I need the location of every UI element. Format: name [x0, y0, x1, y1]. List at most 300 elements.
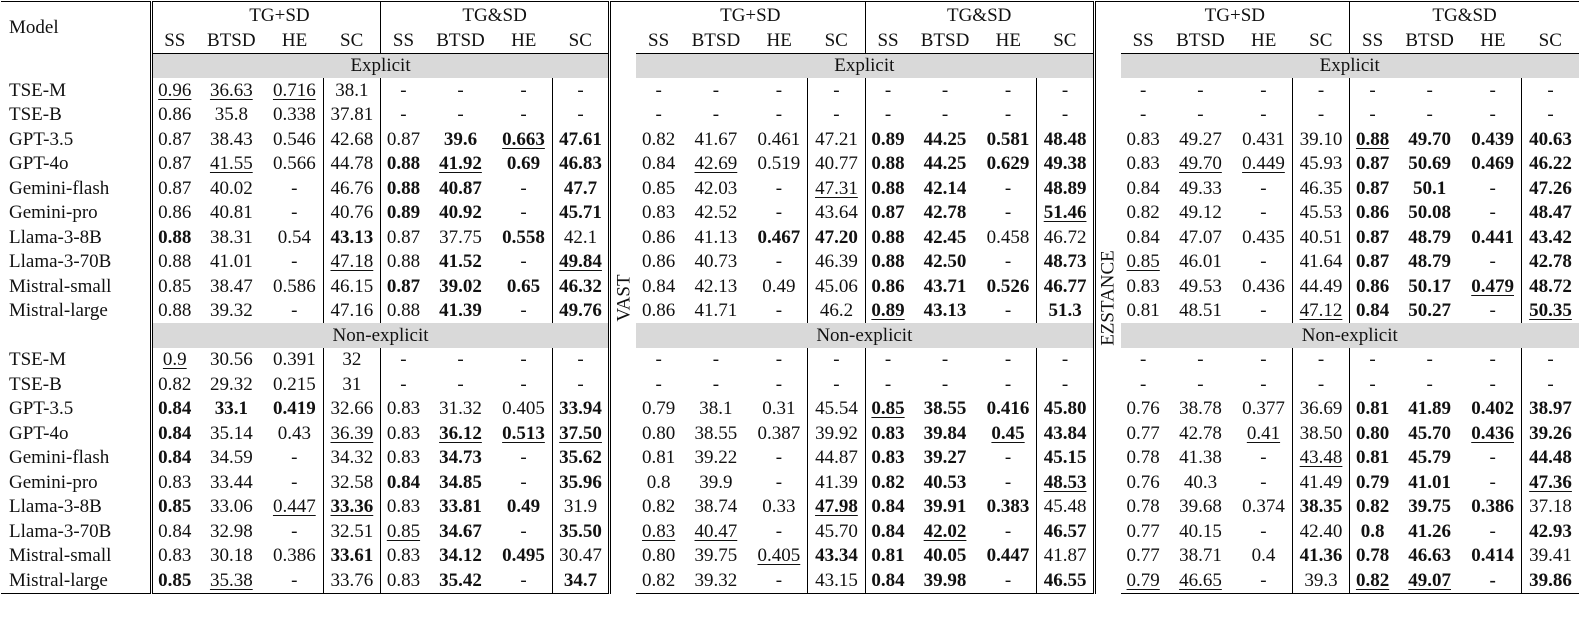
table-cell — [865, 103, 910, 128]
table-cell — [197, 201, 266, 226]
cell-value: 0.78 — [1355, 545, 1390, 567]
cell-value: - — [1426, 349, 1433, 371]
cell-value: 0.414 — [1471, 545, 1514, 567]
table-cell — [151, 103, 196, 128]
cell-value: 0.495 — [502, 545, 545, 567]
cell-value: 47.98 — [815, 496, 858, 518]
cell-value: - — [712, 79, 720, 101]
cell-value: 0.84 — [158, 398, 192, 420]
cell-value: 51.3 — [1048, 300, 1082, 322]
table-cell — [1522, 519, 1580, 544]
table-cell — [1464, 250, 1521, 275]
cell-value: 47.26 — [1529, 177, 1572, 199]
table-cell — [381, 495, 426, 520]
table-cell — [1292, 152, 1349, 177]
cell-value: 39.68 — [1179, 496, 1222, 518]
cell-value: 35.62 — [559, 447, 602, 469]
table-cell — [552, 372, 609, 397]
cell-value: 32.51 — [330, 520, 374, 542]
cell-value: - — [1197, 349, 1204, 371]
table-cell — [1522, 152, 1580, 177]
table-cell — [1037, 397, 1094, 422]
cell-value: - — [1489, 104, 1496, 126]
table-cell — [1522, 544, 1580, 569]
cell-value: 46.55 — [1043, 569, 1087, 591]
table-cell — [495, 250, 552, 275]
table-cell — [1235, 299, 1292, 324]
table-cell — [1395, 544, 1464, 569]
table-cell — [1235, 225, 1292, 250]
cell-value: 50.17 — [1408, 275, 1451, 297]
table-cell — [323, 470, 380, 495]
table-cell — [751, 103, 808, 128]
group-header: TG+SD — [636, 2, 865, 29]
table-cell — [1166, 78, 1235, 103]
cell-value: 0.88 — [871, 177, 905, 199]
cell-value: 0.79 — [1126, 569, 1160, 591]
table-cell — [1037, 201, 1094, 226]
cell-value: 46.39 — [815, 251, 858, 273]
model-name: Llama-3-8B — [9, 226, 102, 248]
cell-value: 0.31 — [762, 398, 796, 420]
cell-value: - — [775, 373, 783, 395]
cell-value: 46.72 — [1043, 226, 1087, 248]
table-cell — [1292, 127, 1349, 152]
table-row — [1, 201, 1579, 226]
table-cell — [1121, 127, 1166, 152]
table-cell — [636, 78, 681, 103]
table-cell — [1464, 397, 1521, 422]
cell-value: 42.40 — [1299, 520, 1343, 542]
cell-value: 0.88 — [386, 251, 421, 273]
cell-value: 39.22 — [694, 447, 738, 469]
cell-value: 46.83 — [559, 153, 602, 175]
table-cell — [751, 495, 808, 520]
cell-value: 39.27 — [923, 447, 967, 469]
cell-value: 41.87 — [1043, 545, 1087, 567]
cell-value: 38.35 — [1299, 496, 1343, 518]
cell-value: 49.53 — [1179, 275, 1222, 297]
table-cell — [552, 421, 609, 446]
table-cell — [980, 127, 1037, 152]
table-cell — [151, 225, 196, 250]
cell-value: 44.25 — [923, 128, 967, 150]
table-cell — [1166, 152, 1235, 177]
table-cell — [197, 421, 266, 446]
table-cell — [910, 201, 979, 226]
cell-value: 0.80 — [641, 422, 676, 444]
cell-value: - — [1140, 104, 1147, 126]
table-cell — [381, 78, 426, 103]
table-cell — [980, 176, 1037, 201]
table-cell — [751, 176, 808, 201]
table-cell — [323, 225, 380, 250]
dataset-label-ezstance — [1094, 2, 1120, 594]
table-cell — [865, 127, 910, 152]
table-cell — [266, 152, 323, 177]
table-cell — [751, 78, 808, 103]
table-cell — [1121, 348, 1166, 373]
cell-value: 0.87 — [158, 128, 192, 150]
cell-value: 30.18 — [209, 545, 253, 567]
table-cell — [1350, 78, 1395, 103]
model-name: Mistral-large — [1, 568, 151, 593]
model-name: Gemini-flash — [9, 447, 110, 469]
cell-value: - — [775, 520, 783, 542]
table-cell — [426, 519, 495, 544]
cell-value: - — [775, 471, 783, 493]
table-cell — [1350, 544, 1395, 569]
table-cell — [751, 250, 808, 275]
table-cell — [197, 78, 266, 103]
cell-value: - — [1489, 251, 1496, 273]
table-cell — [151, 446, 196, 471]
metric-header: SC — [1292, 28, 1349, 53]
cell-value: 0.9 — [162, 349, 187, 371]
table-cell — [1395, 299, 1464, 324]
model-name: Gemini-flash — [9, 177, 110, 199]
table-cell — [808, 103, 865, 128]
cell-value: 0.479 — [1471, 275, 1514, 297]
cell-value: 49.27 — [1179, 128, 1222, 150]
cell-value: 46.65 — [1179, 569, 1222, 591]
table-cell — [266, 225, 323, 250]
table-cell — [151, 421, 196, 446]
cell-value: 0.83 — [386, 422, 421, 444]
cell-value: - — [291, 202, 298, 224]
table-cell — [495, 299, 552, 324]
cell-value: - — [400, 373, 407, 395]
table-cell — [808, 397, 865, 422]
cell-value: 0.405 — [502, 398, 545, 420]
table-cell — [751, 470, 808, 495]
cell-value: 46.77 — [1043, 275, 1087, 297]
model-name: TSE-B — [9, 104, 62, 126]
cell-value: 47.07 — [1179, 226, 1222, 248]
model-name: Mistral-small — [9, 545, 112, 567]
table-cell — [808, 372, 865, 397]
cell-value: 0.83 — [386, 496, 421, 518]
cell-value: 37.75 — [439, 226, 482, 248]
cell-value: 42.52 — [694, 202, 738, 224]
cell-value: 39.6 — [443, 128, 478, 150]
table-cell — [1350, 103, 1395, 128]
cell-value: 0.716 — [272, 79, 316, 101]
model-name: Llama-3-70B — [9, 520, 112, 542]
table-cell — [1121, 568, 1166, 593]
table-cell — [266, 127, 323, 152]
cell-value: 0.377 — [1242, 398, 1285, 420]
metric-header: SC — [323, 28, 380, 53]
table-cell — [197, 103, 266, 128]
table-cell — [910, 176, 979, 201]
table-cell — [495, 152, 552, 177]
cell-value: 0.4 — [1251, 545, 1276, 567]
cell-value: 0.83 — [158, 545, 192, 567]
table-row — [1, 250, 1579, 275]
table-cell — [681, 446, 750, 471]
table-cell — [381, 103, 426, 128]
cell-value: 51.46 — [1043, 202, 1087, 224]
table-cell — [980, 446, 1037, 471]
table-cell — [1350, 397, 1395, 422]
table-cell — [426, 397, 495, 422]
cell-value: - — [1489, 569, 1496, 591]
table-cell — [426, 103, 495, 128]
table-cell — [1121, 470, 1166, 495]
table-cell — [1464, 201, 1521, 226]
table-cell — [1037, 544, 1094, 569]
cell-value: 0.447 — [986, 545, 1030, 567]
table-cell — [552, 225, 609, 250]
cell-value: 47.18 — [330, 251, 374, 273]
table-cell — [151, 519, 196, 544]
table-cell — [865, 152, 910, 177]
table-cell — [266, 421, 323, 446]
table-cell — [426, 446, 495, 471]
cell-value: 0.416 — [986, 398, 1030, 420]
table-cell — [197, 446, 266, 471]
table-cell — [1395, 103, 1464, 128]
cell-value: 49.33 — [1179, 177, 1222, 199]
cell-value: 31.32 — [439, 398, 482, 420]
cell-value: - — [1260, 520, 1267, 542]
cell-value: 33.94 — [559, 398, 602, 420]
cell-value: 40.92 — [439, 202, 482, 224]
table-cell — [426, 225, 495, 250]
table-cell — [266, 397, 323, 422]
table-cell — [1395, 519, 1464, 544]
table-cell — [151, 250, 196, 275]
table-cell — [636, 225, 681, 250]
table-cell — [1235, 274, 1292, 299]
cell-value: 0.81 — [1126, 300, 1160, 322]
table-row — [1, 544, 1579, 569]
table-cell — [1464, 519, 1521, 544]
cell-value: 34.85 — [439, 471, 482, 493]
cell-value: 40.05 — [923, 545, 967, 567]
table-cell — [751, 372, 808, 397]
table-cell — [495, 176, 552, 201]
table-cell — [381, 201, 426, 226]
table-cell — [1350, 568, 1395, 593]
cell-value: 0.79 — [641, 398, 676, 420]
cell-value: 38.1 — [335, 79, 369, 101]
table-cell — [1166, 397, 1235, 422]
cell-value: 0.86 — [158, 104, 192, 126]
table-cell — [980, 201, 1037, 226]
cell-value: 0.88 — [871, 226, 905, 248]
table-cell — [980, 348, 1037, 373]
table-cell — [808, 446, 865, 471]
table-cell — [865, 225, 910, 250]
cell-value: 41.01 — [1408, 471, 1451, 493]
table-cell — [1235, 78, 1292, 103]
table-cell — [865, 495, 910, 520]
cell-value: 29.32 — [209, 373, 253, 395]
cell-value: - — [655, 349, 662, 371]
table-cell — [552, 299, 609, 324]
table-cell — [681, 519, 750, 544]
table-cell — [323, 348, 380, 373]
table-cell — [1350, 225, 1395, 250]
section-spacer — [1, 53, 151, 78]
cell-value: - — [655, 79, 662, 101]
cell-value: 0.449 — [1242, 153, 1285, 175]
table-cell — [1121, 397, 1166, 422]
table-cell — [426, 299, 495, 324]
table-cell — [197, 348, 266, 373]
cell-value: 0.558 — [502, 226, 545, 248]
table-cell — [1350, 176, 1395, 201]
cell-value: 43.42 — [1529, 226, 1572, 248]
table-cell — [151, 176, 196, 201]
cell-value: - — [520, 569, 527, 591]
cell-value: - — [400, 79, 407, 101]
table-cell — [910, 544, 979, 569]
table-cell — [1522, 348, 1580, 373]
cell-value: 39.32 — [209, 300, 253, 322]
metric-header: BTSD — [1395, 28, 1464, 53]
table-cell — [1037, 421, 1094, 446]
table-cell — [426, 421, 495, 446]
table-cell — [495, 103, 552, 128]
cell-value: 47.36 — [1529, 471, 1572, 493]
cell-value: 48.72 — [1529, 275, 1572, 297]
table-cell — [636, 299, 681, 324]
table-cell — [151, 274, 196, 299]
table-cell — [980, 397, 1037, 422]
table-cell — [636, 176, 681, 201]
cell-value: - — [1547, 373, 1554, 395]
cell-value: 41.92 — [439, 153, 482, 175]
metric-header: HE — [266, 28, 323, 53]
table-cell — [197, 495, 266, 520]
table-cell — [910, 78, 979, 103]
cell-value: 43.13 — [923, 300, 967, 322]
cell-value: 36.39 — [330, 422, 374, 444]
table-cell — [1121, 495, 1166, 520]
cell-value: 42.78 — [923, 202, 967, 224]
table-cell — [266, 103, 323, 128]
cell-value: - — [775, 251, 783, 273]
table-cell — [323, 421, 380, 446]
cell-value: 0.439 — [1471, 128, 1514, 150]
table-cell — [323, 103, 380, 128]
table-cell — [751, 127, 808, 152]
cell-value: - — [1489, 177, 1496, 199]
cell-value: 36.12 — [439, 422, 482, 444]
cell-value: - — [400, 104, 407, 126]
cell-value: 0.85 — [386, 520, 421, 542]
cell-value: - — [1197, 79, 1204, 101]
cell-value: 42.14 — [923, 177, 967, 199]
cell-value: 41.55 — [209, 153, 253, 175]
cell-value: 0.461 — [757, 128, 801, 150]
table-cell — [495, 78, 552, 103]
table-cell — [751, 544, 808, 569]
table-cell — [1235, 372, 1292, 397]
cell-value: 41.26 — [1408, 520, 1451, 542]
cell-value: 35.8 — [214, 104, 248, 126]
cell-value: 0.84 — [641, 153, 676, 175]
cell-value: - — [941, 373, 949, 395]
cell-value: - — [1004, 300, 1012, 322]
table-cell — [1292, 446, 1349, 471]
model-name: TSE-M — [9, 79, 66, 101]
table-cell — [151, 372, 196, 397]
table-cell — [865, 274, 910, 299]
cell-value: 0.77 — [1126, 545, 1160, 567]
table-row — [1, 372, 1579, 397]
table-cell — [197, 519, 266, 544]
cell-value: 30.47 — [559, 545, 602, 567]
table-cell — [151, 201, 196, 226]
table-cell — [1395, 372, 1464, 397]
table-cell — [323, 446, 380, 471]
table-row — [1, 397, 1579, 422]
table-cell — [910, 348, 979, 373]
cell-value: - — [1004, 447, 1012, 469]
cell-value: 0.96 — [158, 79, 192, 101]
table-cell — [151, 152, 196, 177]
table-row — [1, 274, 1579, 299]
cell-value: 0.386 — [272, 545, 316, 567]
cell-value: 47.31 — [815, 177, 858, 199]
cell-value: 0.581 — [986, 128, 1030, 150]
table-cell — [1235, 421, 1292, 446]
table-cell — [1037, 568, 1094, 593]
table-row — [1, 103, 1579, 128]
cell-value: - — [1004, 251, 1012, 273]
table-cell — [1235, 495, 1292, 520]
cell-value: 34.32 — [330, 447, 374, 469]
table-cell — [495, 397, 552, 422]
cell-value: - — [1547, 349, 1554, 371]
table-cell — [426, 470, 495, 495]
cell-value: 0.338 — [272, 104, 316, 126]
table-cell — [1121, 225, 1166, 250]
cell-value: 0.85 — [158, 275, 192, 297]
cell-value: 0.83 — [1126, 275, 1160, 297]
cell-value: 43.34 — [815, 545, 858, 567]
cell-value: 0.45 — [991, 422, 1025, 444]
cell-value: - — [291, 251, 298, 273]
table-cell — [636, 421, 681, 446]
cell-value: 33.44 — [209, 471, 253, 493]
table-cell — [1166, 201, 1235, 226]
table-cell — [426, 127, 495, 152]
group-header: TG+SD — [151, 2, 380, 29]
cell-value: 40.87 — [439, 177, 482, 199]
cell-value: 0.85 — [1126, 251, 1160, 273]
cell-value: - — [1317, 79, 1325, 101]
cell-value: 43.15 — [815, 569, 858, 591]
table-cell — [1464, 421, 1521, 446]
table-cell — [1235, 397, 1292, 422]
cell-value: 42.68 — [330, 128, 374, 150]
cell-value: - — [1004, 177, 1012, 199]
table-cell — [910, 446, 979, 471]
table-cell — [495, 274, 552, 299]
cell-value: 49.84 — [559, 251, 602, 273]
cell-value: 50.08 — [1408, 202, 1451, 224]
table-cell — [751, 225, 808, 250]
table-cell — [323, 568, 380, 593]
cell-value: 40.02 — [209, 177, 253, 199]
table-cell — [1292, 103, 1349, 128]
cell-value: 0.82 — [641, 128, 676, 150]
